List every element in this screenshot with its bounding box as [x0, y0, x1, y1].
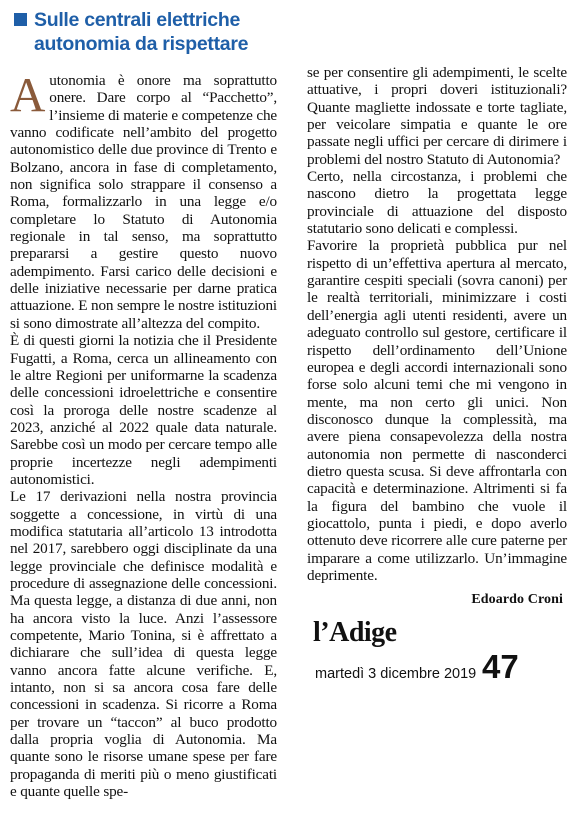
headline-line-1: Sulle centrali elettriche: [34, 9, 241, 31]
paragraph-3: Le 17 derivazioni nella nostra provincia soggette a concessione, in virtù di una modifica statutaria all’articolo 13 introdotta nel 2017, sarebbero oggi disciplinate da una legge provinciale che definisce modalità e procedure di assegnazione delle concessioni. Ma questa legge, a distanza di due anni, non ha ancora visto la luce. Anzi l’assessore competente, Mario Tonina, si è affrettato a dichiarare che sull’idea di questa legge vanno ancora fatte alcune verifiche. E, intanto, non si sa ancora cosa fare delle concessioni in scadenza. Si ricorre a Roma per trovare un “taccon” al buco prodotto dalla propria voglia di Autonomia. Ma quante sono le risorse umane spese per fare propaganda di meriti più o meno giustificati e quante quelle spe-: [10, 488, 277, 801]
headline: [14, 8, 314, 56]
paragraph-1-text: utonomia è onore ma soprattutto onere. Dare corpo al “Pacchetto”, l’insieme di materie e competenze che vanno codificate nell’ambito del progetto autonomistico delle due province di Trento e Bolzano, ancora in fase di completamento, non significa solo strappare il consenso a Roma, formalizzarlo in una legge e/o completare lo Statuto di Autonomia regionale in tal senso, ma soprattutto prepararsi a gestire questo nuovo adempimento. Farsi carico delle decisioni e delle iniziative necessarie per darne pratica attuazione. E non sempre le nostre istituzioni si sono dimostrate all’altezza del compito.: [10, 72, 277, 332]
paragraph-6: Favorire la proprietà pubblica pur nel rispetto di un’effettiva apertura al mercato, garantire cespiti speciali (sovra canoni) per le realtà territoriali, minimizzare i costi dell’energia agli utenti residenti, avere un adeguato controllo sul gestore, certificare il rispetto dell’ordinamento dell’Unione europea e degli accordi internazionali sono forse solo alcuni temi che mi vengono in mente, ma non certo gli unici. Non disconosco dunque la complessità, ma avere piena consapevolezza della nostra autonomia non permette di nasconderci dietro questa scusa. Si deve affrontarla con capacità e determinazione. Altrimenti si fa la figura del bambino che vuole il giocattolo, punta i piedi, e dopo averlo ottenuto deve ricorrere alle cure paterne per imparare a come utilizzarlo. Un’immagine deprimente.: [307, 237, 567, 584]
paragraph-5: Certo, nella circostanza, i problemi che nascono dietro la progettata legge provinciale di attuazione del disposto statutario sono delicati e complessi.: [307, 168, 567, 238]
article-column-1: [10, 67, 277, 801]
author-byline: Edoardo Croni: [471, 592, 563, 607]
paragraph-4: se per consentire gli adempimenti, le scelte attuative, i propri doveri istituzionali? Quante magliette indossate e torte tagliate, per veicolare simpatia e quante le ore passate negli uffici per cercare di dirimere i problemi del nostro Statuto di Autonomia?: [307, 64, 567, 168]
headline-line-2: autonomia da rispettare: [34, 33, 249, 55]
paragraph-1: [10, 67, 277, 332]
headline-title: [34, 8, 248, 56]
publication-date: martedì 3 dicembre 2019: [315, 666, 477, 682]
newspaper-masthead: l’Adige: [313, 617, 397, 648]
page-number: 47: [482, 648, 519, 685]
paragraph-2: È di questi giorni la notizia che il Presidente Fugatti, a Roma, cerca un allineamento con le altre Regioni per uniformarne la scadenza delle concessioni idroelettriche e consentire così la proroga delle nostre scadenze al 2023, anziché al 2022 quale data naturale. Sarebbe così un modo per cercare tempo alle proprie incertezze negli adempimenti autonomistici.: [10, 332, 277, 488]
article-column-2: [307, 64, 567, 584]
dropcap: A: [10, 67, 46, 122]
headline-square-icon: [14, 13, 27, 26]
